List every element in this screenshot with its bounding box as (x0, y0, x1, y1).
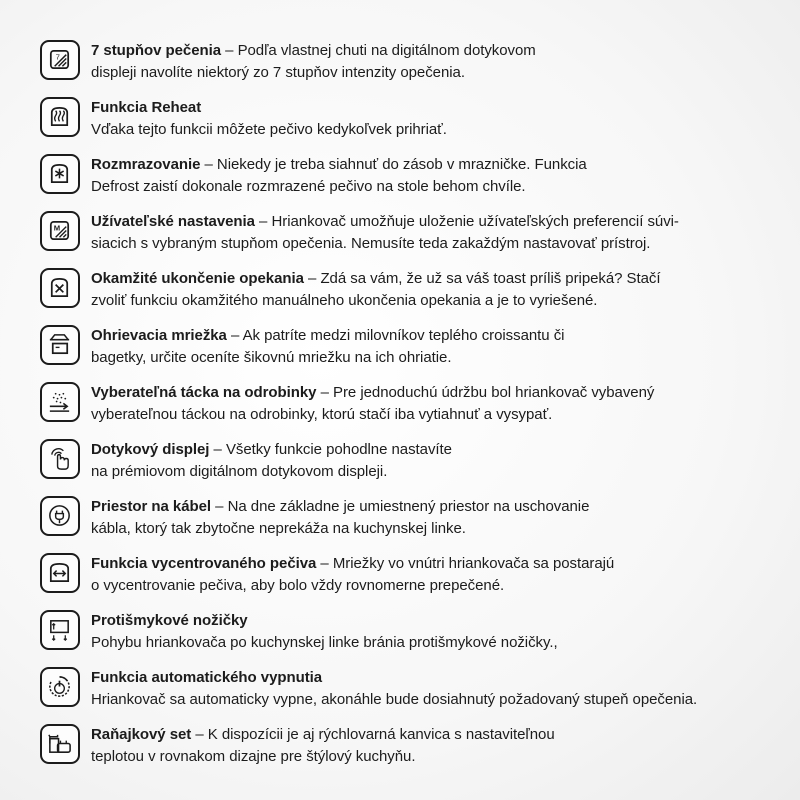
feature-text: Ohrievacia mriežka – Ak patríte medzi milovníkov teplého croissantu či bagetky, určite oceníte šikovnú mriežku na ich ohriatie. (91, 327, 565, 366)
feature-title: Ohrievacia mriežka (91, 327, 227, 344)
defrost-snowflake-icon (40, 154, 80, 194)
feature-desc-line1: Niekedy je treba siahnuť do zásob v mrazničke. Funkcia (216, 156, 587, 173)
reheat-icon (40, 97, 80, 137)
feature-desc-line2: bagetky, určite oceníte šikovnú mriežku na ich ohriatie. (91, 349, 452, 366)
auto-off-icon (40, 667, 80, 707)
feature-desc-line2: Pohybu hriankovača po kuchynskej linke bránia protišmykové nožičky., (91, 634, 558, 651)
feature-text: Priestor na kábel – Na dne základne je umiestnený priestor na uschovanie kábla, ktorý tak zbytočne neprekáža na kuchynskej linke. (91, 498, 590, 537)
feature-desc-line2: o vycentrovanie pečiva, aby bolo vždy rovnomerne prepečené. (91, 577, 505, 594)
cancel-x-icon (40, 268, 80, 308)
feature-title: Priestor na kábel (91, 498, 212, 515)
svg-text:M: M (53, 223, 61, 233)
feature-text: Rozmrazovanie – Niekedy je treba siahnuť do zásob v mrazničke. Funkcia Defrost zaistí dokonale rozmrazené pečivo na stole behom chvíle. (91, 156, 587, 195)
crumb-tray-icon (40, 382, 80, 422)
feature-title: Užívateľské nastavenia (91, 213, 255, 230)
feature-desc-line1: Pre jednoduchú údržbu bol hriankovač vybavený (333, 384, 655, 401)
feature-desc-line2: kábla, ktorý tak zbytočne neprekáža na kuchynskej linke. (91, 520, 466, 537)
touch-display-icon (40, 439, 80, 479)
feature-desc-line1: Všetky funkcie pohodlne nastavíte (225, 441, 452, 458)
feature-text: Okamžité ukončenie opekania – Zdá sa vám, že už sa váš toast príliš pripeká? Stačí zvoliť funkciu okamžitého manuálneho ukončenia opekania a je to vyriešené. (91, 270, 661, 309)
feature-item-toast-levels (40, 40, 780, 88)
feature-title: Raňajkový set (91, 726, 192, 743)
feature-text: Užívateľské nastavenia – Hriankovač umožňuje uloženie užívateľských preferencií súvi- siacich s vybraným stupňom opečenia. Nemusíte teda zakaždým nastavovať prístroj. (91, 213, 679, 252)
feature-desc-line1: K dispozícii je aj rýchlovarná kanvica s nastaviteľnou (207, 726, 555, 743)
memory-m-icon (40, 211, 80, 251)
feature-desc-line2: siacich s vybraným stupňom opečenia. Nemusíte teda zakaždým nastavovať prístroj. (91, 235, 651, 252)
feature-desc-line1: Na dne základne je umiestnený priestor na uschovanie (227, 498, 590, 515)
feature-desc-line2: teplotou v rovnakom dizajne pre štýlový kuchyňu. (91, 748, 416, 765)
centering-icon (40, 553, 80, 593)
feature-item-touch-display (40, 439, 780, 487)
feature-desc-line1: Ak patríte medzi milovníkov teplého croissantu či (242, 327, 565, 344)
feature-desc-line2: vyberateľnou táckou na odrobinky, ktorú stačí iba vytiahnuť a vysypať. (91, 406, 553, 423)
warming-rack-icon (40, 325, 80, 365)
toast-level-7-icon (40, 40, 80, 80)
feature-item-warming-rack (40, 325, 780, 373)
feature-item-breakfast-set (40, 724, 780, 772)
feature-desc-line2: Hriankovač sa automaticky vypne, akonáhle bude dosiahnutý požadovaný stupeň opečenia. (91, 691, 698, 708)
feature-text: Vyberateľná tácka na odrobinky – Pre jednoduchú údržbu bol hriankovač vybavený vyberateľnou táckou na odrobinky, ktorú stačí iba vytiahnuť a vysypať. (91, 384, 655, 423)
feature-title: Funkcia automatického vypnutia (91, 669, 323, 686)
feature-title: Okamžité ukončenie opekania (91, 270, 304, 287)
feature-text: Dotykový displej – Všetky funkcie pohodlne nastavíte na prémiovom digitálnom dotykovom displeji. (91, 441, 452, 480)
feature-desc-line2: displeji navolíte niektorý zo 7 stupňov intenzity opečenia. (91, 64, 465, 81)
feature-title: Protišmykové nožičky (91, 612, 248, 629)
feature-title: Funkcia vycentrovaného pečiva (91, 555, 317, 572)
feature-title: Dotykový displej (91, 441, 210, 458)
feature-item-instant-stop (40, 268, 780, 316)
feature-text: 7 stupňov pečenia – Podľa vlastnej chuti na digitálnom dotykovom displeji navolíte niektorý zo 7 stupňov intenzity opečenia. (91, 42, 536, 81)
feature-desc-line2: na prémiovom digitálnom dotykovom displeji. (91, 463, 388, 480)
feature-item-crumb-tray (40, 382, 780, 430)
feature-item-user-settings (40, 211, 780, 259)
feature-text: Funkcia vycentrovaného pečiva – Mriežky vo vnútri hriankovača sa postarajú o vycentrovanie pečiva, aby bolo vždy rovnomerne prepečené. (91, 555, 615, 594)
feature-item-centering (40, 553, 780, 601)
feature-desc-line1: Podľa vlastnej chuti na digitálnom dotykovom (237, 42, 536, 59)
feature-item-auto-off (40, 667, 780, 715)
feature-title: Funkcia Reheat (91, 99, 202, 116)
feature-desc-line2: zvoliť funkciu okamžitého manuálneho ukončenia opekania a je to vyriešené. (91, 292, 598, 309)
cable-plug-icon (40, 496, 80, 536)
feature-text (91, 667, 781, 711)
svg-text:7: 7 (55, 52, 60, 62)
feature-text: Raňajkový set – K dispozícii je aj rýchlovarná kanvica s nastaviteľnou teplotou v rovnakom dizajne pre štýlový kuchyňu. (91, 726, 555, 765)
feature-item-anti-slip (40, 610, 780, 658)
feature-text (91, 610, 781, 654)
feature-desc-line1: Hriankovač umožňuje uloženie užívateľských preferencií súvi- (271, 213, 679, 230)
feature-desc-line1: Mriežky vo vnútri hriankovača sa postarajú (332, 555, 615, 572)
feature-title: Rozmrazovanie (91, 156, 201, 173)
anti-slip-feet-icon (40, 610, 80, 650)
feature-desc-line2: Vďaka tejto funkcii môžete pečivo kedykoľvek prihriať. (91, 121, 447, 138)
feature-text (91, 97, 781, 141)
feature-desc-line1: Zdá sa vám, že už sa váš toast príliš pripeká? Stačí (320, 270, 661, 287)
feature-item-cable-storage (40, 496, 780, 544)
feature-desc-line2: Defrost zaistí dokonale rozmrazené pečivo na stole behom chvíle. (91, 178, 526, 195)
breakfast-set-icon (40, 724, 80, 764)
feature-item-defrost (40, 154, 780, 202)
feature-title: 7 stupňov pečenia (91, 42, 222, 59)
feature-title: Vyberateľná tácka na odrobinky (91, 384, 317, 401)
feature-item-reheat (40, 97, 780, 145)
